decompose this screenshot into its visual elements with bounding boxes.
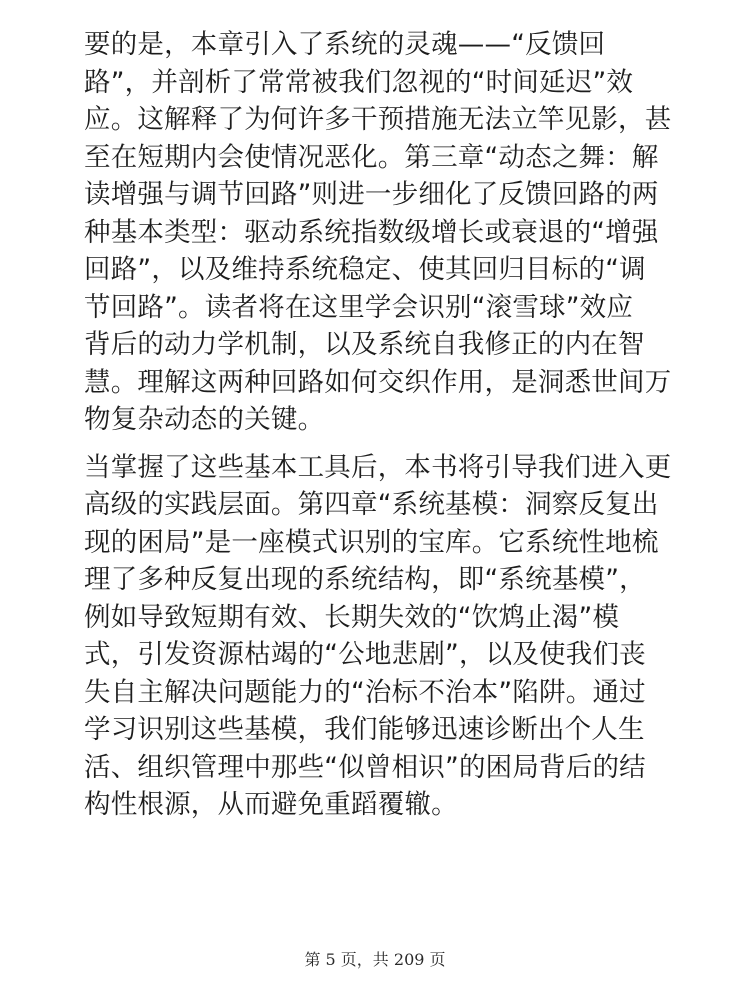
text-line: 理了多种反复出现的系统结构，即“系统基模”， — [84, 564, 646, 595]
text-line: 高级的实践层面。第四章“系统基模：洞察反复出 — [84, 489, 659, 520]
text-line: 路”，并剖析了常常被我们忽视的“时间延迟”效 — [84, 66, 634, 98]
text-line: 构性根源，从而避免重蹈覆辙。 — [84, 789, 458, 820]
text-line: 物复杂动态的关键。 — [84, 404, 325, 435]
text-line: 式，引发资源枯竭的“公地悲剧”，以及使我们丧 — [84, 639, 646, 670]
text-line: 失自主解决问题能力的“治标不治本”陷阱。通过 — [84, 676, 646, 708]
text-line: 至在短期内会使情况恶化。第三章“动态之舞：解 — [84, 141, 659, 173]
text-line: 回路”，以及维持系统稳定、使其回归目标的“调 — [84, 254, 646, 285]
paragraph-2 — [84, 449, 674, 824]
paragraph-1 — [84, 26, 674, 439]
page-body — [84, 26, 674, 834]
page-number-footer: 第 5 页，共 209 页 — [304, 950, 446, 969]
text-line: 例如导致短期有效、长期失效的“饮鸩止渴”模 — [84, 601, 620, 633]
text-line: 活、组织管理中那些“似曾相识”的困局背后的结 — [84, 751, 646, 783]
text-line: 节回路”。读者将在这里学会识别“滚雪球”效应 — [84, 291, 634, 323]
text-line: 种基本类型：驱动系统指数级增长或衰退的“增强 — [84, 216, 659, 248]
text-line: 要的是，本章引入了系统的灵魂——“反馈回 — [84, 29, 606, 60]
text-line: 当掌握了这些基本工具后，本书将引导我们进入更 — [84, 451, 672, 483]
text-line: 学习识别这些基模，我们能够迅速诊断出个人生 — [84, 714, 645, 745]
text-line: 现的困局”是一座模式识别的宝库。它系统性地梳 — [84, 526, 659, 558]
text-line: 慧。理解这两种回路如何交织作用，是洞悉世间万 — [84, 366, 672, 398]
text-line: 背后的动力学机制，以及系统自我修正的内在智 — [84, 329, 645, 360]
text-line: 应。这解释了为何许多干预措施无法立竿见影，甚 — [84, 104, 672, 135]
text-line: 读增强与调节回路”则进一步细化了反馈回路的两 — [84, 179, 659, 210]
